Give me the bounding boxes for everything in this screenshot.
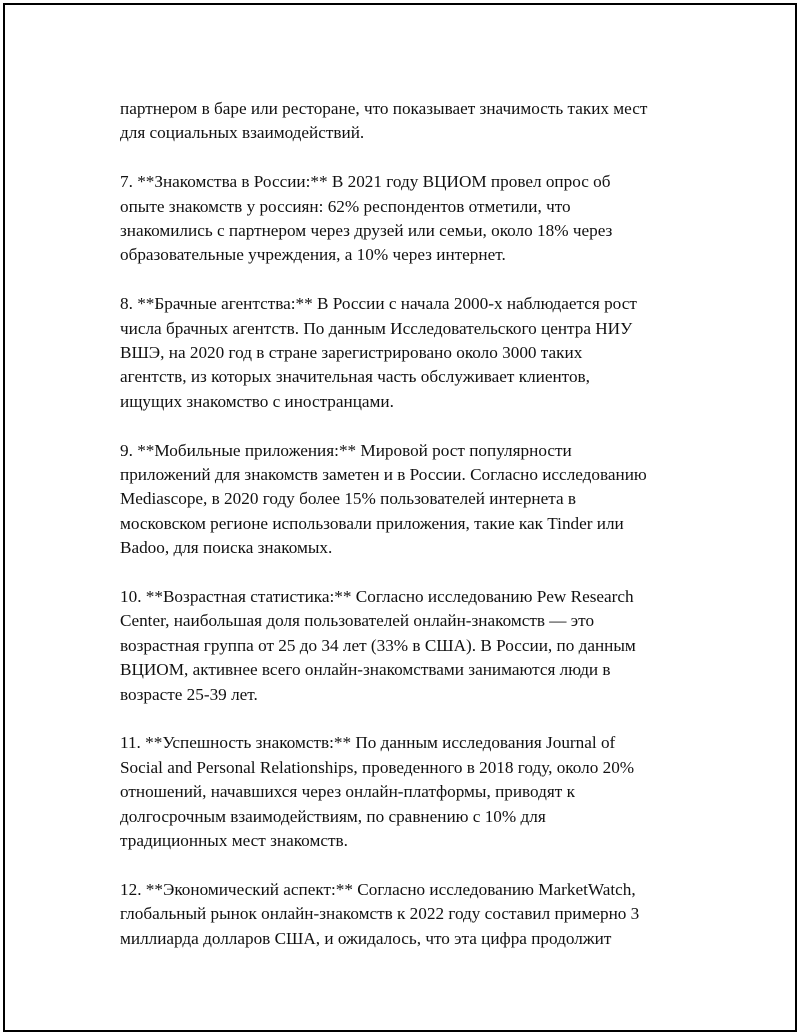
text-line: 12. **Экономический аспект:** Согласно исследованию MarketWatch, xyxy=(120,879,636,899)
paragraph-item-7 xyxy=(120,170,700,268)
text-line: приложений для знакомств заметен и в России. Согласно исследованию xyxy=(120,465,647,485)
text-line: глобальный рынок онлайн-знакомств к 2022 году составил примерно 3 xyxy=(120,904,640,924)
text-line: долгосрочным взаимодействиям, по сравнению с 10% для xyxy=(120,806,546,826)
text-line: 7. **Знакомства в России:** В 2021 году ВЦИОМ провел опрос об xyxy=(120,172,611,192)
text-line: Badoo, для поиска знакомых. xyxy=(120,538,333,558)
document-body xyxy=(120,97,700,976)
text-line: знакомились с партнером через друзей или семьи, около 18% через xyxy=(120,221,613,241)
text-line: московском регионе использовали приложения, такие как Tinder или xyxy=(120,513,624,533)
text-line: возрастная группа от 25 до 34 лет (33% в США). В России, по данным xyxy=(120,635,636,655)
text-line: 10. **Возрастная статистика:** Согласно исследованию Pew Research xyxy=(120,587,634,607)
paragraph-item-10 xyxy=(120,585,700,707)
text-line: Mediascope, в 2020 году более 15% пользователей интернета в xyxy=(120,489,577,509)
paragraph-item-12 xyxy=(120,878,700,951)
paragraph-intro-continuation xyxy=(120,97,700,146)
text-line: возрасте 25-39 лет. xyxy=(120,684,258,704)
text-line: отношений, начавшихся через онлайн-платформы, приводят к xyxy=(120,782,575,802)
text-line: образовательные учреждения, а 10% через интернет. xyxy=(120,245,506,265)
paragraph-item-9 xyxy=(120,439,700,561)
text-line: 9. **Мобильные приложения:** Мировой рост популярности xyxy=(120,440,572,460)
text-line: традиционных мест знакомств. xyxy=(120,831,348,851)
paragraph-item-8 xyxy=(120,292,700,414)
document-page xyxy=(3,3,797,1032)
text-line: ВШЭ, на 2020 год в стране зарегистрировано около 3000 таких xyxy=(120,343,583,363)
text-line: 11. **Успешность знакомств:** По данным исследования Journal of xyxy=(120,733,616,753)
text-line: ВЦИОМ, активнее всего онлайн-знакомствами занимаются люди в xyxy=(120,660,611,680)
text-line: ищущих знакомство с иностранцами. xyxy=(120,391,394,411)
text-line: Center, наибольшая доля пользователей онлайн-знакомств — это xyxy=(120,611,595,631)
text-line: числа брачных агентств. По данным Исследовательского центра НИУ xyxy=(120,318,633,338)
text-line: Social and Personal Relationships, проведенного в 2018 году, около 20% xyxy=(120,757,635,777)
text-line: опыте знакомств у россиян: 62% респондентов отметили, что xyxy=(120,196,571,216)
text-line: 8. **Брачные агентства:** В России с начала 2000-х наблюдается рост xyxy=(120,294,637,314)
text-line: агентств, из которых значительная часть обслуживает клиентов, xyxy=(120,367,590,387)
paragraph-item-11 xyxy=(120,731,700,853)
text-line: миллиарда долларов США, и ожидалось, что эта цифра продолжит xyxy=(120,928,612,948)
text-line: партнером в баре или ресторане, что показывает значимость таких мест xyxy=(120,99,648,118)
text-line: для социальных взаимодействий. xyxy=(120,123,365,143)
